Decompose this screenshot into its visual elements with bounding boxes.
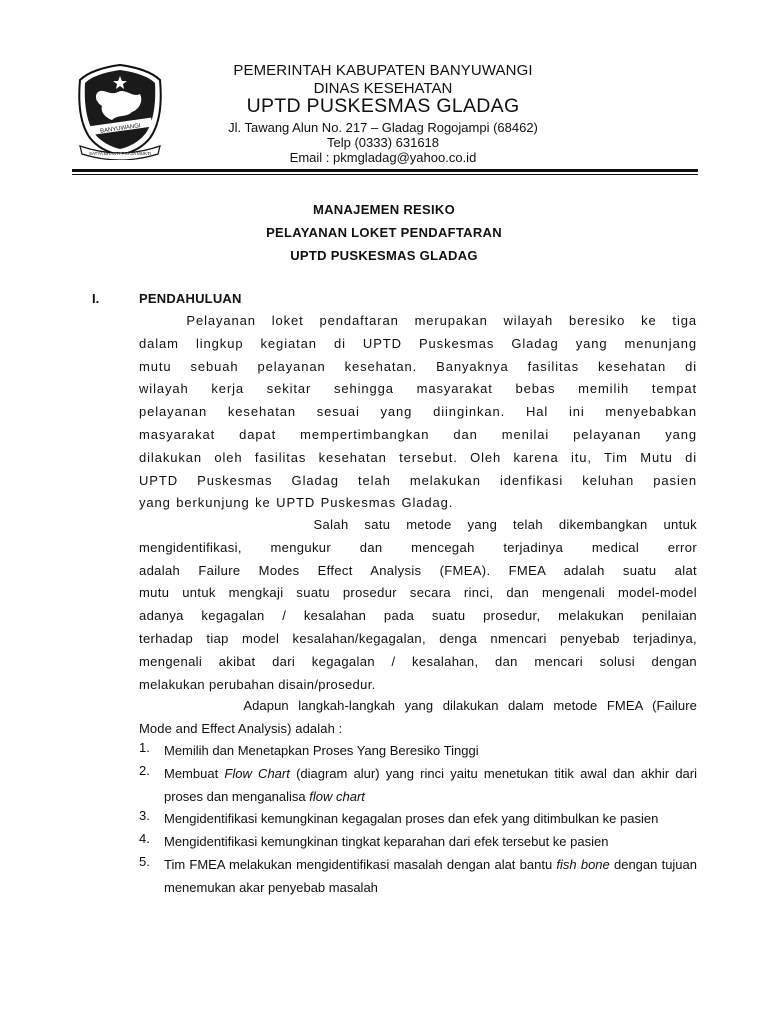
list-item-number: 1. xyxy=(139,740,150,755)
paragraph-line: masyarakat dapat mempertimbangkan dan menilai pelayanan yang xyxy=(139,426,697,442)
document-subtitle-institution: UPTD PUSKESMAS GLADAG xyxy=(290,248,478,263)
paragraph-fmea-steps-intro xyxy=(139,695,697,741)
paragraph-line: yang berkunjung ke UPTD Puskesmas Gladag. xyxy=(139,495,454,511)
list-item xyxy=(139,763,697,809)
paragraph-line: melakukan perubahan disain/prosedur. xyxy=(139,676,376,692)
paragraph-line: dalam lingkup kegiatan di UPTD Puskesmas Gladag yang menunjang xyxy=(139,335,697,351)
list-item xyxy=(139,740,697,763)
list-item-text-part: Membuat xyxy=(164,765,225,781)
letterhead-rule-thick xyxy=(72,169,698,172)
list-item-text-part: dengan tujuan menemukan akar penyebab masalah xyxy=(164,856,697,895)
letterhead-phone: Telp (0333) 631618 xyxy=(326,135,440,150)
section-number: I. xyxy=(92,291,100,306)
document-title: MANAJEMEN RESIKO xyxy=(312,202,456,217)
list-item-emphasis: fish bone xyxy=(556,856,610,872)
list-item-number: 4. xyxy=(139,831,150,847)
regency-emblem-logo xyxy=(74,62,166,160)
letterhead-government: PEMERINTAH KABUPATEN BANYUWANGI xyxy=(233,62,533,79)
paragraph-line: adalah Failure Modes Effect Analysis (FMEA). FMEA adalah suatu alat xyxy=(139,562,697,578)
paragraph-line: wilayah kerja sekitar sehingga masyarakat bebas memilih tempat xyxy=(139,381,697,397)
letterhead-address: Jl. Tawang Alun No. 217 – Gladag Rogojampi (68462) xyxy=(228,120,538,135)
list-item-number: 5. xyxy=(139,853,150,869)
list-item-emphasis: Flow Chart xyxy=(224,765,290,781)
list-item-text xyxy=(164,763,697,809)
letterhead-institution: UPTD PUSKESMAS GLADAG xyxy=(246,95,520,117)
paragraph-line: adanya kegagalan / kesalahan pada suatu prosedur, melakukan penilaian xyxy=(139,608,697,624)
list-item-emphasis: flow chart xyxy=(309,788,365,804)
letterhead-email: Email : pkmgladag@yahoo.co.id xyxy=(289,150,477,165)
logo-band-text: BANYUWANGI xyxy=(99,123,142,135)
document-subtitle: PELAYANAN LOKET PENDAFTARAN xyxy=(266,225,502,240)
letterhead-department: DINAS KESEHATAN xyxy=(313,80,453,97)
paragraph-line: mutu untuk mengkaji suatu prosedur secara rinci, dan mengenali model-model xyxy=(139,585,697,601)
list-item xyxy=(139,831,697,854)
paragraph-line: mengenali akibat dari kegagalan / kesalahan, dan mencari solusi dengan xyxy=(139,653,697,669)
section-heading: PENDAHULUAN xyxy=(139,291,242,306)
list-item-text-part: (diagram alur) yang rinci yaitu menetukan titik awal dan akhir dari proses dan menganalisa xyxy=(164,765,697,804)
paragraph-line: Adapun langkah-langkah yang dilakukan dalam metode FMEA (Failure xyxy=(139,698,697,713)
paragraph-fmea-method xyxy=(139,514,697,696)
list-item-text: Mengidentifikasi kemungkinan kegagalan proses dan efek yang ditimbulkan ke pasien xyxy=(164,811,659,827)
paragraph-line: mengidentifikasi, mengukur dan mencegah terjadinya medical error xyxy=(139,539,697,555)
paragraph-line: Mode and Effect Analysis) adalah : xyxy=(139,720,343,736)
logo-motto-text: SATYA BHAKTI PRAJA MUKTI xyxy=(88,151,152,156)
list-item-number: 2. xyxy=(139,762,150,778)
list-item-text: Mengidentifikasi kemungkinan tingkat keparahan dari efek tersebut ke pasien xyxy=(164,834,609,850)
letterhead-rule-thin xyxy=(72,174,698,175)
list-item-text xyxy=(164,854,697,900)
list-item-number: 3. xyxy=(139,808,150,824)
paragraph-line: mutu sebuah pelayanan kesehatan. Banyaknya fasilitas kesehatan di xyxy=(139,358,697,374)
list-item xyxy=(139,808,697,831)
paragraph-line: dilakukan oleh fasilitas kesehatan tersebut. Oleh karena itu, Tim Mutu di xyxy=(139,449,697,465)
paragraph-line: Salah satu metode yang telah dikembangkan untuk xyxy=(139,517,697,532)
list-item-text-part: Tim FMEA melakukan mengidentifikasi masalah dengan alat bantu xyxy=(164,856,557,872)
list-item-text: Memilih dan Menetapkan Proses Yang Beresiko Tinggi xyxy=(164,743,479,758)
paragraph-introduction xyxy=(139,310,697,515)
fmea-steps-list xyxy=(139,740,697,900)
paragraph-line: terhadap tiap model kesalahan/kegagalan, denga nmencari penyebab terjadinya, xyxy=(139,630,697,646)
paragraph-line: UPTD Puskesmas Gladag telah melakukan idenfikasi keluhan pasien xyxy=(139,472,697,488)
paragraph-line: Pelayanan loket pendaftaran merupakan wilayah beresiko ke tiga xyxy=(139,313,697,328)
list-item xyxy=(139,854,697,900)
paragraph-line: pelayanan kesehatan sesuai yang diinginkan. Hal ini menyebabkan xyxy=(139,404,697,420)
